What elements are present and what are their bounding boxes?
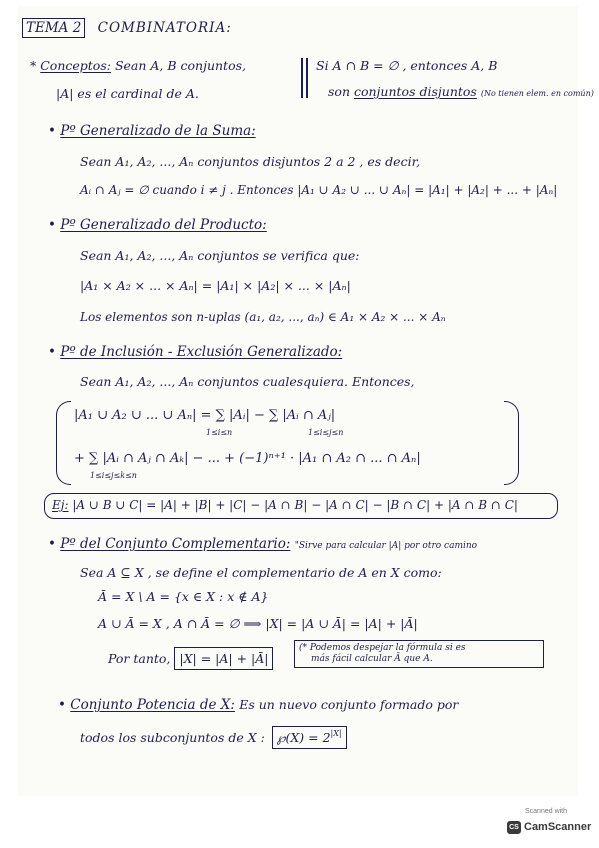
power-set-formula-box: ℘(X) = $2^{|X|}$ — [272, 726, 347, 749]
header-line — [22, 22, 232, 36]
camscanner-watermark: Scanned with CS CamScanner — [504, 808, 588, 838]
topic-badge: TEMA 2 — [22, 18, 85, 38]
product-heading: • Pº Generalizado del Producto: — [48, 217, 267, 233]
concepts-line-1: * Conceptos: Sean A, B conjuntos, — [30, 58, 246, 73]
camscanner-icon: CS — [507, 821, 521, 834]
product-line-2: |A₁ × A₂ × ... × Aₙ| = |A₁| × |A₂| × ... × |Aₙ| — [80, 278, 351, 293]
disjoint-note: (No tienen elem. en común) — [480, 89, 594, 98]
divider-bar — [306, 58, 308, 98]
example-formula: |A ∪ B ∪ C| = |A| + |B| + |C| − |A ∩ B| − |A ∩ C| − |B ∩ C| + |A ∩ B ∩ C| — [72, 498, 518, 512]
product-line-1: Sean A₁, A₂, ..., Aₙ conjuntos se verifica que: — [80, 248, 360, 263]
disjoint-term: conjuntos disjuntos — [353, 84, 477, 99]
complement-line-2: Ā = X \ A = {x ∈ X : x ∉ A} — [98, 589, 269, 604]
concepts-text-1: Sean A, B conjuntos, — [114, 58, 246, 73]
sum-line-1: Sean A₁, A₂, ..., Aₙ conjuntos disjuntos 2 a 2 , es decir, — [80, 154, 421, 169]
notebook-sheet — [18, 6, 594, 796]
concepts-line-2: |A| es el cardinal de A. — [56, 86, 199, 101]
range-a2: 1≤i≤j≤n — [308, 428, 344, 437]
range-b: 1≤i≤j≤k≤n — [90, 471, 137, 480]
page-title: COMBINATORIA: — [97, 20, 232, 36]
divider-bar — [301, 58, 303, 98]
power-set-heading: Conjunto Potencia de X: — [70, 697, 235, 713]
complement-line-3: A ∪ Ā = X , A ∩ Ā = ∅ ⟹ |X| = |A ∪ Ā| = |A| + |Ā| — [98, 616, 418, 631]
product-line-3: Los elementos son n-uplas (a₁, a₂, ..., aₙ) ∈ A₁ × A₂ × ... × Aₙ — [80, 310, 446, 324]
example-line — [52, 499, 518, 511]
inclusion-heading: • Pº de Inclusión - Exclusión Generalizado: — [48, 344, 343, 360]
complement-hint-box: (* Podemos despejar la fórmula si es más fácil calcular Ā que A. — [294, 640, 544, 668]
inclusion-line-1: Sean A₁, A₂, ..., Aₙ conjuntos cualesquiera. Entonces, — [80, 374, 415, 389]
range-a1: 1≤i≤n — [206, 428, 233, 437]
complement-formula-box: |X| = |A| + |Ā| — [174, 647, 273, 670]
complement-note: "Sirve para calcular |A| por otro camino — [294, 541, 478, 551]
disjoint-line-2: son conjuntos disjuntos (No tienen elem. en común) — [328, 84, 594, 99]
example-label: Ej: — [52, 498, 69, 512]
concepts-label: Conceptos: — [40, 58, 111, 73]
complement-heading: • Pº del Conjunto Complementario: "Sirve para calcular |A| por otro camino — [48, 536, 478, 552]
sum-line-2: Aᵢ ∩ Aⱼ = ∅ cuando i ≠ j . Entonces |A₁ ∪ A₂ ∪ ... ∪ Aₙ| = |A₁| + |A₂| + ... + |Aₙ| — [80, 183, 558, 197]
inclusion-formula-a: |A₁ ∪ A₂ ∪ ... ∪ Aₙ| = ∑ |Aᵢ| − ∑ |Aᵢ ∩ Aⱼ| — [74, 408, 336, 423]
complement-line-1: Sea A ⊆ X , se define el complementario de A en X como: — [80, 565, 442, 580]
right-brace — [504, 401, 519, 485]
left-brace — [56, 401, 71, 485]
disjoint-line-1: Si A ∩ B = ∅ , entonces A, B — [316, 58, 498, 73]
sum-heading: • Pº Generalizado de la Suma: — [48, 123, 256, 139]
inclusion-formula-b: + ∑ |Aᵢ ∩ Aⱼ ∩ Aₖ| − ... + (−1)ⁿ⁺¹ · |A₁ ∩ A₂ ∩ ... ∩ Aₙ| — [74, 451, 421, 466]
complement-conclusion: Por tanto, |X| = |A| + |Ā| — [108, 653, 273, 666]
power-set-line-1: • Conjunto Potencia de X: Es un nuevo conjunto formado por — [58, 697, 459, 713]
power-set-line-2: todos los subconjuntos de X : ℘(X) = $2^{|X|}$ — [80, 732, 347, 745]
